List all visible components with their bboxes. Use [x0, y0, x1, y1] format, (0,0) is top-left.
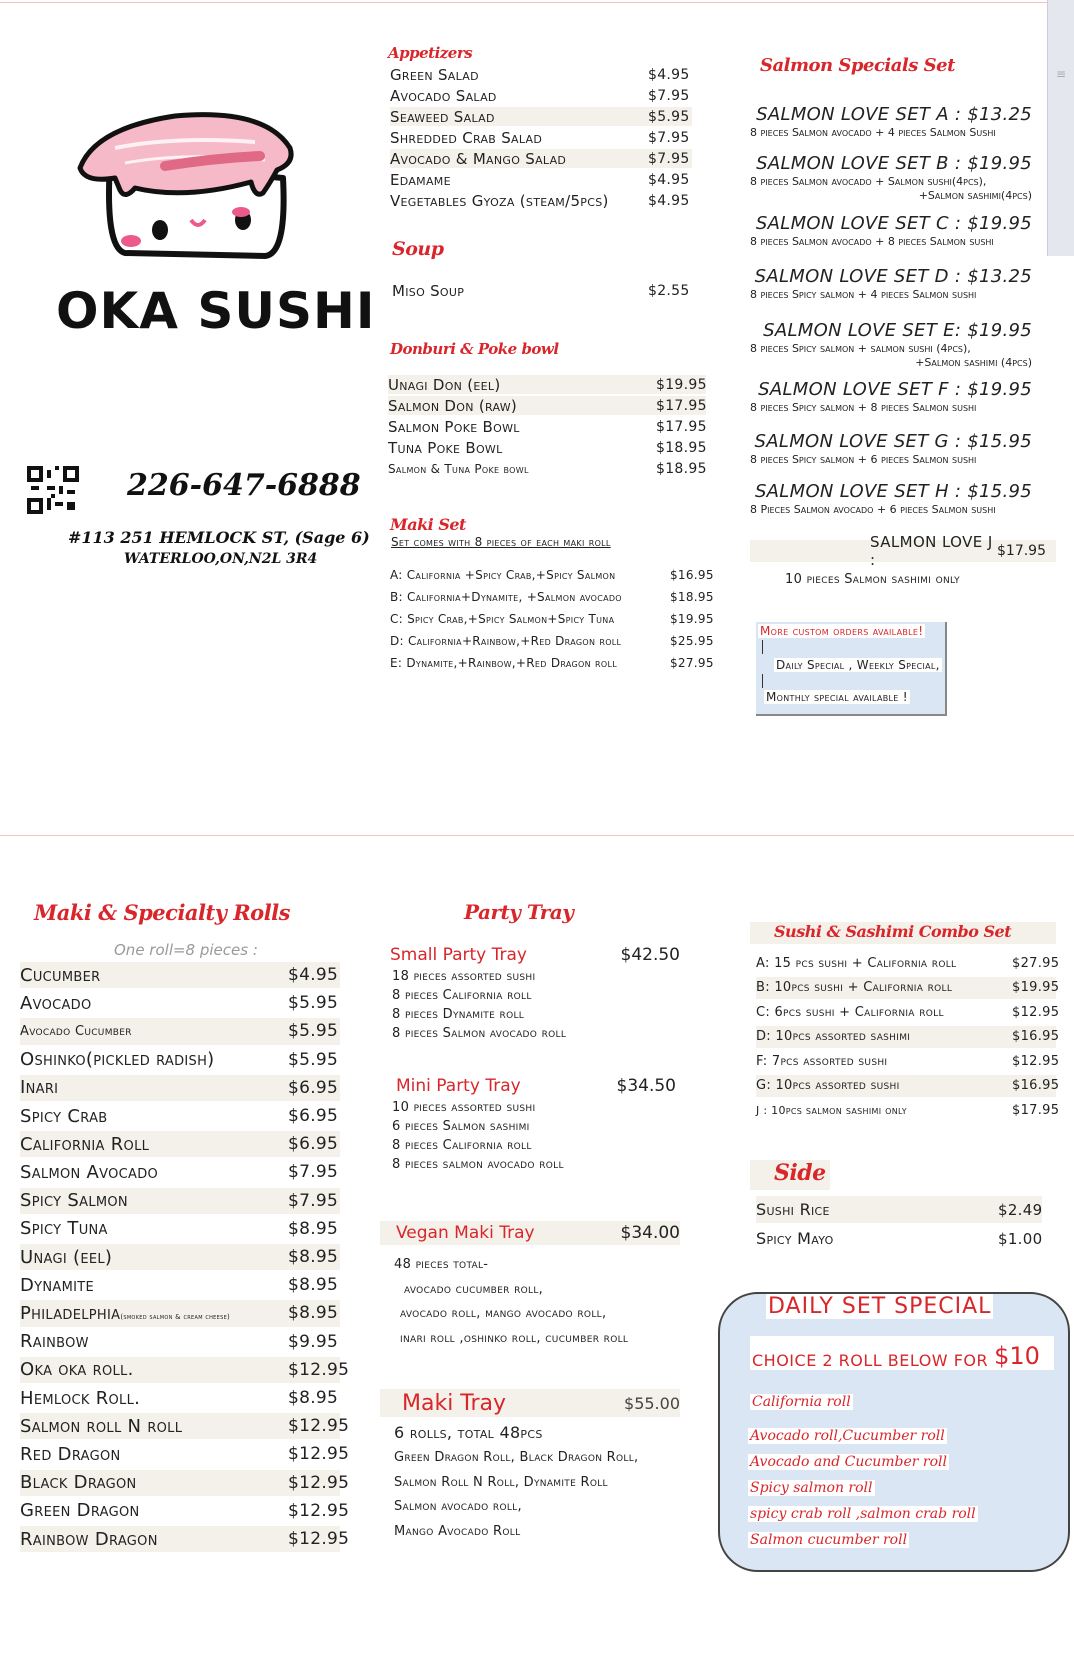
maki-roll-name: Black Dragon: [20, 1472, 137, 1494]
appetizer-row: [390, 149, 692, 168]
maki-set-row: [390, 587, 714, 607]
daily-special-price: $10: [994, 1342, 1040, 1370]
daily-special-option: California roll: [752, 1394, 851, 1410]
appetizer-price: $4.95: [648, 171, 690, 188]
maki-roll-name: Unagi (eel): [20, 1246, 113, 1268]
maki-rolls-heading: Maki & Specialty Rolls: [34, 900, 290, 925]
combo-row: [756, 1099, 1060, 1122]
maki-tray-subtitle: 6 rolls, total 48pcs: [394, 1423, 543, 1442]
donburi-row: [388, 375, 706, 394]
maki-set-name: D: California+Rainbow,+Red Dragon roll: [390, 634, 622, 648]
salmon-set-title: SALMON LOVE SET E: $19.95: [763, 320, 1032, 341]
top-border: [0, 2, 1074, 3]
maki-set-row: [390, 653, 714, 673]
custom-orders-line-1: More custom orders available!: [760, 624, 924, 638]
address-line-1: #113 251 HEMLOCK ST, (Sage 6): [68, 528, 370, 547]
salmon-set-detail: 8 pieces Spicy salmon + salmon sushi (4pcs),: [750, 342, 971, 355]
maki-roll-row: [20, 1244, 340, 1270]
appetizer-name: Vegetables Gyoza (steam/5pcs): [390, 191, 609, 210]
maki-roll-name: Rainbow Dragon: [20, 1528, 158, 1550]
salmon-set-title: SALMON LOVE SET B : $19.95: [756, 153, 1032, 174]
side-price: $2.49: [998, 1200, 1043, 1219]
appetizer-name: Green Salad: [390, 65, 479, 84]
combo-row: [756, 1026, 1060, 1049]
maki-roll-row: [20, 1526, 350, 1552]
maki-rolls-note: One roll=8 pieces :: [114, 941, 258, 959]
maki-roll-row: [20, 1047, 340, 1073]
maki-roll-row: [20, 990, 340, 1016]
maki-roll-subnote: (smoked salmon & cream cheese): [120, 1312, 231, 1321]
maki-roll-row: [20, 1159, 340, 1185]
cursor-mark-2: [762, 674, 763, 688]
maki-set-name: A: California +Spicy Crab,+Spicy Salmon: [390, 568, 616, 582]
maki-roll-row: [20, 1300, 340, 1326]
mini-party-tray-price: $34.50: [616, 1076, 676, 1096]
maki-roll-name: Oshinko(pickled radish): [20, 1049, 215, 1071]
side-heading: Side: [774, 1160, 826, 1186]
vegan-tray-line: 48 pieces total-: [394, 1257, 489, 1272]
maki-roll-price: $6.95: [288, 1106, 339, 1127]
appetizer-price: $7.95: [648, 87, 690, 104]
combo-name: F: 7pcs assorted sushi: [756, 1053, 888, 1069]
appetizer-price: $4.95: [648, 66, 690, 83]
appetizer-name: Seaweed Salad: [390, 107, 495, 126]
salmon-set-detail: 8 pieces Salmon avocado + 4 pieces Salmon Sushi: [750, 126, 996, 139]
combo-name: A: 15 pcs sushi + California roll: [756, 955, 957, 971]
maki-roll-name: Cucumber: [20, 964, 101, 986]
mini-tray-line: 8 pieces California roll: [392, 1138, 532, 1153]
mini-party-tray-title: Mini Party Tray: [396, 1076, 521, 1096]
small-tray-line: 18 pieces assorted sushi: [392, 969, 536, 984]
donburi-price: $18.95: [656, 439, 707, 456]
maki-roll-name: California Roll: [20, 1133, 150, 1155]
mini-tray-line: 8 pieces salmon avocado roll: [392, 1157, 564, 1172]
address-line-2: WATERLOO,ON,N2L 3R4: [124, 551, 318, 567]
combo-row: [756, 952, 1060, 975]
maki-tray-price: $55.00: [624, 1393, 680, 1413]
maki-tray-line: Salmon avocado roll,: [394, 1499, 522, 1514]
brand-name: OKA SUSHI: [56, 282, 376, 340]
maki-roll-row: [20, 1470, 350, 1496]
maki-roll-name: Dynamite: [20, 1274, 95, 1296]
maki-roll-row: [20, 1103, 340, 1129]
maki-set-note: Set comes with 8 pieces of each maki roll: [391, 535, 611, 549]
side-name: Spicy Mayo: [756, 1229, 834, 1248]
daily-special-option: Avocado roll,Cucumber roll: [750, 1428, 945, 1444]
salmon-set-title: SALMON LOVE SET G : $15.95: [754, 431, 1032, 452]
donburi-price: $18.95: [656, 460, 707, 477]
maki-roll-row: [20, 1018, 340, 1044]
maki-roll-row: [20, 962, 340, 988]
maki-roll-row: [20, 1441, 350, 1467]
maki-tray-header: [380, 1389, 680, 1417]
maki-roll-row: [20, 1075, 340, 1101]
donburi-price: $19.95: [656, 376, 707, 393]
maki-roll-price: $9.95: [288, 1331, 339, 1352]
appetizer-row: [390, 65, 692, 84]
donburi-row: [388, 417, 706, 436]
salmon-love-j-desc: 10 pieces Salmon sashimi only: [785, 572, 960, 587]
maki-roll-price: $12.95: [288, 1472, 350, 1493]
maki-roll-price: $12.95: [288, 1359, 350, 1380]
maki-roll-price: $12.95: [288, 1444, 350, 1465]
maki-roll-price: $12.95: [288, 1529, 350, 1550]
qr-code[interactable]: [27, 466, 79, 514]
salmon-set-title: SALMON LOVE SET H : $15.95: [754, 481, 1032, 502]
appetizer-price: $7.95: [648, 129, 690, 146]
vegan-tray-line: inari roll ,oshinko roll, cucumber roll: [400, 1330, 629, 1346]
maki-roll-row: [20, 1188, 340, 1214]
daily-special-option: spicy crab roll ,salmon crab roll: [750, 1506, 976, 1522]
maki-set-price: $27.95: [670, 656, 714, 670]
daily-special-option: Spicy salmon roll: [750, 1480, 873, 1496]
daily-special-choice-row: [750, 1336, 1054, 1370]
maki-roll-name: Avocado: [20, 992, 92, 1014]
small-tray-line: 8 pieces California roll: [392, 988, 532, 1003]
salmon-set-title: SALMON LOVE SET D : $13.25: [754, 266, 1032, 287]
donburi-heading: Donburi & Poke bowl: [390, 340, 559, 358]
vegan-tray-line: avocado roll, mango avocado roll,: [400, 1306, 607, 1321]
combo-price: $16.95: [1012, 1078, 1060, 1094]
appetizer-row: [390, 128, 692, 147]
maki-roll-name: Rainbow: [20, 1331, 89, 1353]
maki-roll-row: [20, 1272, 340, 1298]
side-price: $1.00: [998, 1229, 1043, 1248]
maki-set-price: $16.95: [670, 568, 714, 582]
combo-row: [756, 1075, 1060, 1098]
soup-price: $2.55: [648, 283, 690, 299]
salmon-set-detail: 8 pieces Salmon avocado + 8 pieces Salmon sushi: [750, 235, 994, 248]
small-party-tray-price: $42.50: [620, 945, 680, 965]
combo-row: [756, 1050, 1060, 1073]
appetizer-row: [390, 107, 692, 126]
maki-roll-row: [20, 1357, 350, 1383]
small-tray-line: 8 pieces Dynamite roll: [392, 1007, 525, 1022]
party-tray-heading: Party Tray: [464, 900, 574, 924]
custom-orders-box: [756, 622, 947, 716]
combo-name: C: 6pcs sushi + California roll: [756, 1004, 944, 1020]
maki-tray-title: Maki Tray: [402, 1390, 507, 1416]
maki-set-row: [390, 609, 714, 629]
salmon-set-detail: 8 pieces Spicy salmon + 8 pieces Salmon sushi: [750, 401, 977, 414]
maki-set-name: E: Dynamite,+Rainbow,+Red Dragon roll: [390, 656, 618, 670]
appetizer-price: $4.95: [648, 192, 690, 209]
maki-roll-name: Avocado Cucumber: [20, 1023, 132, 1039]
combo-heading: Sushi & Sashimi Combo Set: [774, 922, 1012, 941]
daily-special-option: Salmon cucumber roll: [750, 1532, 908, 1548]
daily-special-box: [718, 1292, 1070, 1572]
donburi-row: [388, 438, 706, 457]
maki-roll-row: [20, 1131, 340, 1157]
maki-roll-price: $12.95: [288, 1416, 350, 1437]
side-row: [756, 1225, 1042, 1252]
salmon-set-detail: 8 pieces Salmon avocado + Salmon sushi(4pcs),: [750, 175, 987, 188]
maki-roll-name: Inari: [20, 1077, 59, 1099]
vegan-tray-title: Vegan Maki Tray: [396, 1223, 535, 1243]
maki-tray-line: Mango Avocado Roll: [394, 1523, 521, 1539]
appetizer-row: [390, 170, 692, 189]
combo-price: $16.95: [1012, 1029, 1060, 1045]
salmon-set-title: SALMON LOVE SET C : $19.95: [755, 213, 1032, 234]
soup-row: [392, 281, 692, 301]
donburi-name: Salmon Poke Bowl: [388, 417, 520, 436]
maki-roll-row: [20, 1216, 340, 1242]
maki-set-price: $19.95: [670, 612, 714, 626]
salmon-love-j-row: [750, 533, 1056, 569]
combo-price: $17.95: [1012, 1102, 1060, 1118]
small-tray-line: 8 pieces Salmon avocado roll: [392, 1026, 567, 1041]
maki-roll-price: $6.95: [288, 1077, 339, 1098]
combo-row: [756, 977, 1060, 1000]
donburi-price: $17.95: [656, 418, 707, 435]
maki-set-price: $18.95: [670, 590, 714, 604]
salmon-set-title: SALMON LOVE SET F : $19.95: [758, 379, 1032, 400]
salmon-set-detail-2: +Salmon sashimi(4pcs): [918, 189, 1032, 202]
daily-special-title: DAILY SET SPECIAL: [768, 1294, 992, 1319]
maki-set-row: [390, 631, 714, 651]
maki-roll-price: $6.95: [288, 1134, 339, 1155]
maki-roll-price: $8.95: [288, 1303, 339, 1324]
combo-row: [756, 1001, 1060, 1024]
donburi-name: Salmon & Tuna Poke bowl: [388, 461, 529, 476]
maki-tray-line: Green Dragon Roll, Black Dragon Roll,: [394, 1450, 639, 1465]
donburi-row: [388, 396, 706, 415]
maki-roll-price: $4.95: [288, 965, 339, 986]
maki-roll-name: Spicy Salmon: [20, 1190, 128, 1212]
maki-roll-name: Spicy Tuna: [20, 1218, 108, 1240]
soup-name: Miso Soup: [392, 282, 465, 300]
salmon-love-j-price: $17.95: [997, 543, 1046, 559]
maki-roll-name: Philadelphia(smoked salmon & cream cheese): [20, 1302, 231, 1324]
salmon-specials-heading: Salmon Specials Set: [760, 55, 955, 76]
combo-name: D: 10pcs assorted sashimi: [756, 1029, 911, 1045]
maki-roll-name: Oka oka roll.: [20, 1359, 134, 1381]
vegan-tray-line: avocado cucumber roll,: [404, 1281, 544, 1297]
maki-roll-row: [20, 1413, 350, 1439]
maki-roll-price: $8.95: [288, 1218, 339, 1239]
cursor-mark: [762, 640, 763, 654]
combo-name: G: 10pcs assorted sushi: [756, 1078, 900, 1094]
appetizer-price: $7.95: [648, 150, 690, 167]
maki-set-name: B: California+Dynamite, +Salmon avocado: [390, 590, 622, 604]
salmon-set-detail-2: +Salmon sashimi (4pcs): [915, 356, 1032, 369]
maki-roll-name: Salmon roll N roll: [20, 1415, 183, 1437]
maki-roll-price: $8.95: [288, 1247, 339, 1268]
appetizer-name: Edamame: [390, 170, 451, 189]
combo-price: $27.95: [1012, 955, 1060, 971]
maki-roll-price: $7.95: [288, 1190, 339, 1211]
maki-roll-price: $8.95: [288, 1388, 339, 1409]
maki-roll-row: [20, 1498, 350, 1524]
side-row: [756, 1196, 1042, 1223]
salmon-set-title: SALMON LOVE SET A : $13.25: [756, 104, 1032, 125]
donburi-row: [388, 459, 706, 478]
soup-heading: Soup: [392, 238, 444, 260]
maki-set-row: [390, 565, 714, 585]
grip-icon: ≡: [1055, 67, 1066, 81]
small-party-tray-header: [390, 943, 680, 967]
salmon-set-detail: 8 pieces Spicy salmon + 6 pieces Salmon sushi: [750, 453, 977, 466]
salmon-love-j-name: SALMON LOVE J :: [870, 533, 993, 569]
vegan-tray-header: [380, 1221, 680, 1245]
maki-roll-price: $8.95: [288, 1275, 339, 1296]
appetizers-heading: Appetizers: [388, 44, 473, 62]
mini-party-tray-header: [396, 1074, 676, 1098]
donburi-name: Unagi Don (eel): [388, 375, 501, 394]
maki-roll-price: $12.95: [288, 1500, 350, 1521]
maki-roll-row: [20, 1329, 340, 1355]
daily-special-choice: CHOICE 2 ROLL BELOW FOR: [752, 1351, 989, 1370]
maki-set-heading: Maki Set: [390, 515, 466, 534]
daily-special-option: Avocado and Cucumber roll: [750, 1454, 948, 1470]
sushi-mascot-logo: [55, 108, 315, 268]
custom-orders-line-2: Daily Special , Weekly Special,: [776, 658, 940, 672]
appetizer-name: Shredded Crab Salad: [390, 128, 543, 147]
donburi-name: Tuna Poke Bowl: [388, 438, 503, 457]
donburi-name: Salmon Don (raw): [388, 396, 518, 415]
appetizer-price: $5.95: [648, 108, 690, 125]
maki-roll-price: $5.95: [288, 993, 339, 1014]
phone-number[interactable]: 226-647-6888: [127, 468, 361, 503]
maki-set-name: C: Spicy Crab,+Spicy Salmon+Spicy Tuna: [390, 612, 615, 626]
combo-name: B: 10pcs sushi + California roll: [756, 980, 953, 996]
mini-tray-line: 6 pieces Salmon sashimi: [392, 1119, 530, 1134]
mini-tray-line: 10 pieces assorted sushi: [392, 1100, 536, 1115]
maki-roll-price: $5.95: [288, 1021, 339, 1042]
maki-roll-row: [20, 1385, 340, 1411]
maki-roll-name: Green Dragon: [20, 1500, 140, 1522]
appetizer-name: Avocado Salad: [390, 86, 497, 105]
maki-roll-name: Red Dragon: [20, 1443, 121, 1465]
scrollbar[interactable]: [1047, 0, 1074, 256]
maki-roll-price: $7.95: [288, 1162, 339, 1183]
combo-price: $19.95: [1012, 980, 1060, 996]
appetizer-name: Avocado & Mango Salad: [390, 149, 567, 168]
small-party-tray-title: Small Party Tray: [390, 945, 527, 965]
vegan-tray-price: $34.00: [620, 1223, 680, 1243]
donburi-price: $17.95: [656, 397, 707, 414]
combo-name: J : 10pcs salmon sashimi only: [756, 1103, 907, 1117]
appetizer-row: [390, 86, 692, 105]
maki-roll-name: Salmon Avocado: [20, 1161, 159, 1183]
combo-price: $12.95: [1012, 1053, 1060, 1069]
appetizer-row: [390, 191, 692, 210]
salmon-set-detail: 8 pieces Spicy salmon + 4 pieces Salmon sushi: [750, 288, 977, 301]
maki-roll-name: Hemlock Roll.: [20, 1387, 141, 1409]
maki-roll-price: $5.95: [288, 1049, 339, 1070]
maki-roll-name: Spicy Crab: [20, 1105, 108, 1127]
maki-set-price: $25.95: [670, 634, 714, 648]
side-name: Sushi Rice: [756, 1200, 830, 1219]
maki-tray-line: Salmon Roll N Roll, Dynamite Roll: [394, 1474, 608, 1490]
combo-price: $12.95: [1012, 1004, 1060, 1020]
page-divider: [0, 835, 1074, 836]
custom-orders-line-3: Monthly special available !: [766, 690, 908, 704]
salmon-set-detail: 8 Pieces Salmon avocado + 6 pieces Salmon sushi: [750, 503, 996, 516]
